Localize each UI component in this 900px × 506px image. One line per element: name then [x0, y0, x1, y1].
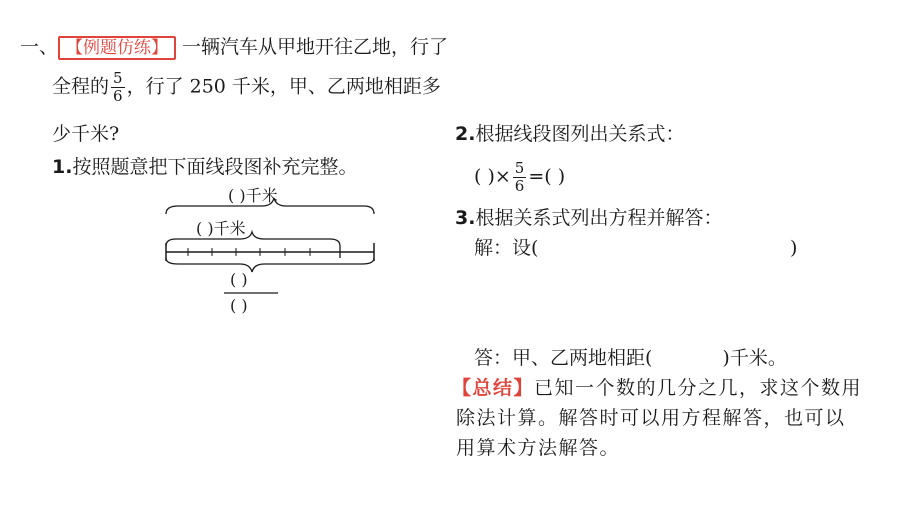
problem-line-3: 少千米?: [52, 123, 120, 145]
q2-fraction: $\frac{5}{6}$: [514, 159, 525, 195]
summary-text-1: 已知一个数的几分之几，求这个数用: [534, 377, 863, 399]
mid-label: ( )千米: [196, 219, 246, 238]
answer-line: [474, 346, 787, 370]
q1-number: 1.: [52, 156, 73, 178]
problem-text-1: 一辆汽车从甲地开往乙地，行了: [182, 36, 449, 58]
summary-tag: 【总结】: [452, 377, 535, 399]
mid-brace: [166, 232, 340, 246]
q3-solve-end: ): [790, 237, 798, 259]
q2-number: 2.: [455, 123, 476, 145]
q3-text: 根据关系式列出方程并解答：: [475, 207, 723, 229]
summary-line-3: 用算术方法解答。: [456, 437, 621, 459]
bottom-brace: [166, 258, 374, 272]
problem-text-2a: 全程的: [52, 75, 110, 98]
times-sign: ×: [494, 165, 511, 188]
answer-text-b: )千米。: [722, 347, 787, 369]
q2-right-blank: =( ): [528, 165, 566, 188]
q2-expression: [474, 160, 565, 195]
q1-text: 按照题意把下面线段图补充完整。: [72, 156, 358, 178]
problem-text-2b: ，行了 250 千米，甲、乙两地相距多: [126, 75, 441, 98]
q2-text: 根据线段图列出关系式：: [475, 123, 685, 145]
bottom-fraction-denominator: ( ): [230, 296, 248, 315]
answer-text-a: 答：甲、乙两地相距(: [474, 347, 653, 369]
summary-line-1: [452, 376, 862, 400]
top-label: ( )千米: [228, 186, 278, 205]
q3-solve-label: 解：设(: [474, 237, 539, 259]
q3-number: 3.: [455, 207, 476, 229]
fraction-five-sixths: $\frac{5}{6}$: [113, 69, 123, 105]
summary-line-2: 除法计算。解答时可以用方程解答，也可以: [456, 407, 846, 429]
bottom-fraction-numerator: ( ): [230, 270, 248, 289]
example-tag: 【例题仿练】: [58, 36, 176, 60]
problem-number: 一、: [20, 36, 59, 58]
q2-heading: [455, 122, 684, 146]
q3-heading: [455, 206, 722, 230]
q2-left-blank: ( ): [474, 165, 495, 188]
